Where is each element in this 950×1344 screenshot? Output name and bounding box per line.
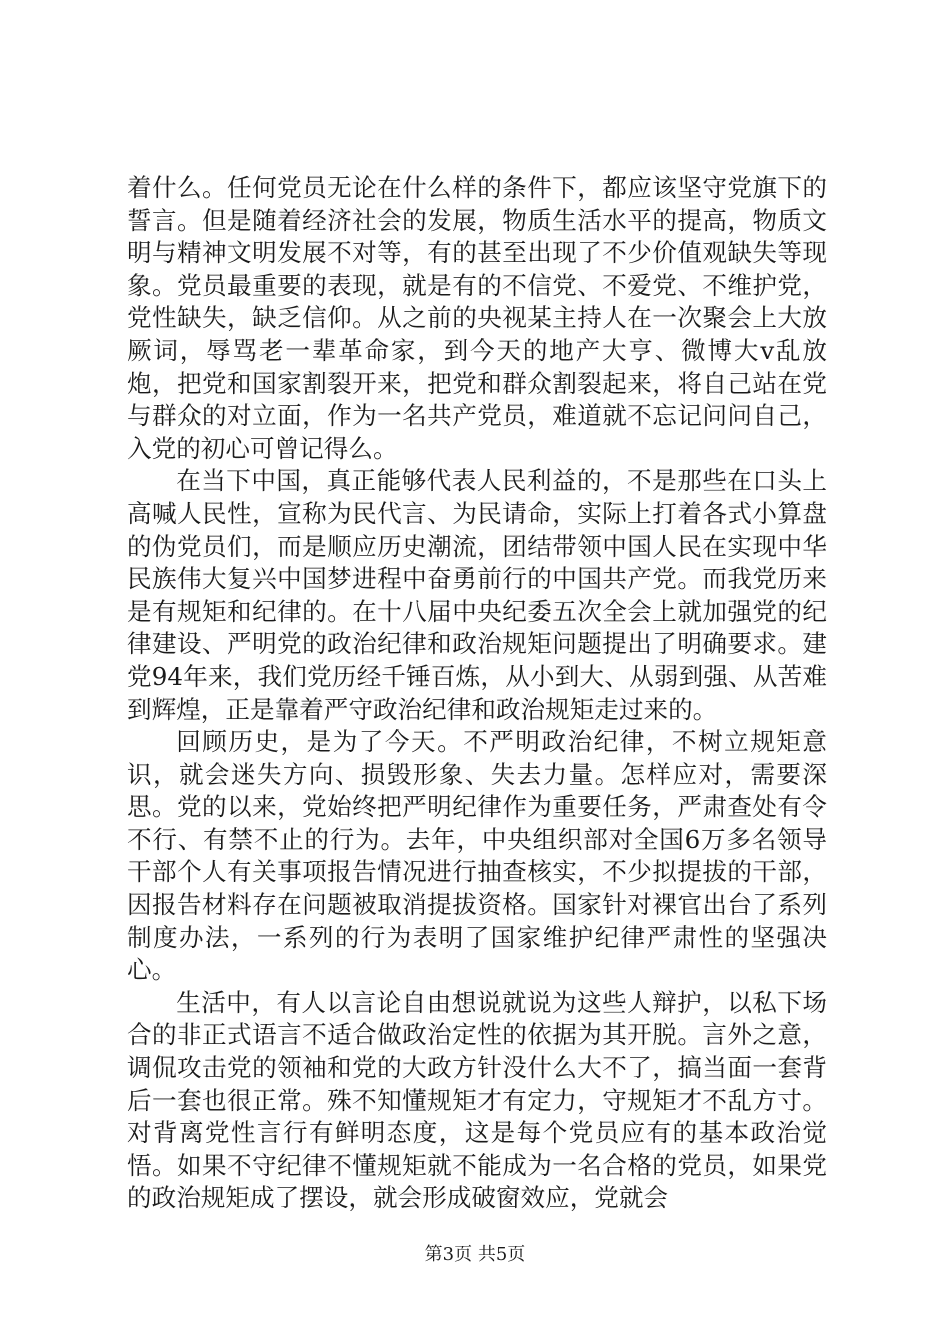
page-number-footer: 第3页 共5页	[424, 1244, 526, 1265]
paragraph-1: 着什么。任何党员无论在什么样的条件下，都应该坚守党旗下的誓言。但是随着经济社会的发展，物质生活水平的提高，物质文明与精神文明发展不对等，有的甚至出现了不少价值观缺失等现象。党员最重要的表现，就是有的不信党、不爱党、不维护党，党性缺失，缺乏信仰。从之前的央视某主持人在一次聚会上大放厥词，辱骂老一辈革命家，到今天的地产大亨、微博大v乱放炮，把党和国家割裂开来，把党和群众割裂起来，将自己站在党与群众的对立面，作为一名共产党员，难道就不忘记问问自己，入党的初心可曾记得么。	[127, 173, 827, 463]
paragraph-2: 在当下中国，真正能够代表人民利益的，不是那些在口头上高喊人民性，宣称为民代言、为民请命，实际上打着各式小算盘的伪党员们，而是顺应历史潮流，团结带领中国人民在实现中华民族伟大复兴中国梦进程中奋勇前行的中国共产党。而我党历来是有规矩和纪律的。在十八届中央纪委五次全会上就加强党的纪律建设、严明党的政治纪律和政治规矩问题提出了明确要求。建党94年来，我们党历经千锤百炼，从小到大、从弱到强、从苦难到辉煌，正是靠着严守政治纪律和政治规矩走过来的。	[127, 466, 827, 724]
paragraph-4: 生活中，有人以言论自由想说就说为这些人辩护，以私下场合的非正式语言不适合做政治定性的依据为其开脱。言外之意，调侃攻击党的领袖和党的大政方针没什么大不了，搞当面一套背后一套也很正常。殊不知懂规矩才有定力，守规矩才不乱方寸。对背离党性言行有鲜明态度，这是每个党员应有的基本政治觉悟。如果不守纪律不懂规矩就不能成为一名合格的党员，如果党的政治规矩成了摆设，就会形成破窗效应，党就会	[127, 987, 827, 1213]
body-text	[127, 172, 827, 1215]
paragraph-3: 回顾历史，是为了今天。不严明政治纪律，不树立规矩意识，就会迷失方向、损毁形象、失去力量。怎样应对，需要深思。党的以来，党始终把严明纪律作为重要任务，严肃查处有令不行、有禁不止的行为。去年，中央组织部对全国6万多名领导干部个人有关事项报告情况进行抽查核实，不少拟提拔的干部，因报告材料存在问题被取消提拔资格。国家针对裸官出台了系列制度办法，一系列的行为表明了国家维护纪律严肃性的坚强决心。	[127, 727, 827, 985]
